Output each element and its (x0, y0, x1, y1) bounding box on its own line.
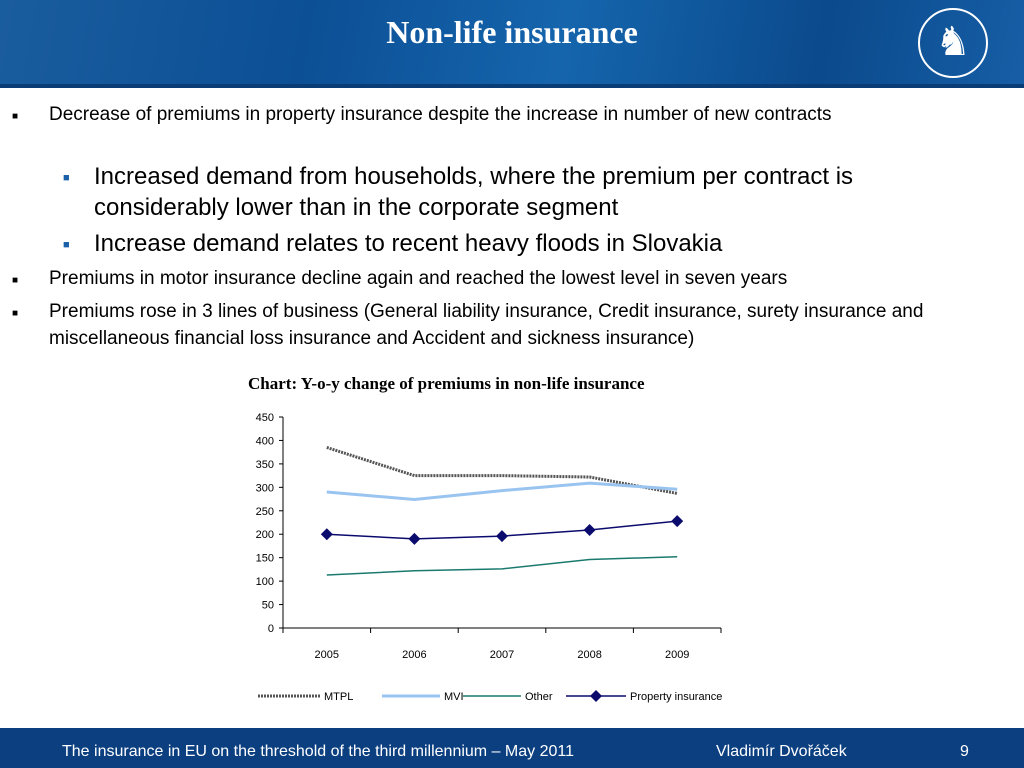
legend-label: MVI (444, 691, 464, 703)
y-tick-label: 0 (267, 623, 274, 635)
x-tick-label: 2006 (402, 649, 427, 661)
data-point-marker (408, 533, 420, 545)
series-line-mtpl (327, 447, 677, 493)
sub-bullet-2 (63, 228, 954, 259)
bullet-text: Decrease of premiums in property insurance despite the increase in number of new contracts (49, 104, 832, 125)
slide-footer (0, 728, 1024, 768)
square-bullet-icon: ■ (12, 111, 19, 122)
y-tick-label: 450 (255, 412, 274, 424)
chart-title: Chart: Y-o-y change of premiums in non-life insurance (248, 374, 645, 393)
slide-header (0, 0, 1024, 88)
x-tick-label: 2005 (314, 649, 340, 661)
header-divider (0, 84, 1024, 88)
y-tick-label: 350 (255, 458, 274, 471)
bullet-text: Premiums in motor insurance decline again and reached the lowest level in seven years (49, 268, 788, 289)
slide-title: Non-life insurance (386, 14, 638, 50)
square-bullet-icon: ■ (12, 275, 19, 286)
square-bullet-icon: ■ (12, 308, 19, 319)
y-tick-label: 400 (255, 435, 274, 448)
legend-label: Other (525, 691, 553, 703)
bullet-3 (12, 298, 949, 352)
legend-label: Property insurance (630, 691, 723, 703)
y-tick-label: 150 (255, 552, 274, 565)
footer-caption: The insurance in EU on the threshold of the third millennium – May 2011 (62, 743, 574, 760)
legend-marker (590, 690, 602, 702)
sub-bullet-1 (63, 161, 954, 223)
x-tick-label: 2007 (489, 649, 515, 661)
bullet-text: Increased demand from households, where the premium per contract is considerably lower than in the corporate segment (94, 163, 854, 221)
legend-label: MTPL (324, 691, 354, 703)
footer-author: Vladimír Dvořáček (716, 743, 847, 760)
bullet-1 (12, 101, 949, 128)
data-point-marker (584, 524, 596, 536)
series-line-mvi (327, 483, 677, 499)
series-line-property-insurance (327, 521, 677, 539)
y-tick-label: 300 (255, 482, 274, 495)
square-bullet-icon: ■ (63, 239, 70, 251)
bullet-2 (12, 265, 949, 292)
y-tick-label: 200 (255, 529, 274, 542)
x-tick-label: 2008 (577, 649, 602, 661)
y-tick-label: 50 (261, 599, 274, 612)
x-tick-label: 2009 (664, 649, 690, 661)
data-point-marker (321, 528, 333, 540)
horse-rider-logo-icon: ♞ (918, 8, 988, 78)
bullet-text: Increase demand relates to recent heavy floods in Slovakia (94, 230, 723, 257)
square-bullet-icon: ■ (63, 172, 70, 184)
series-line-other (327, 557, 677, 575)
y-tick-label: 250 (255, 505, 274, 518)
page-number: 9 (960, 743, 969, 760)
data-point-marker (496, 530, 508, 542)
y-tick-label: 100 (255, 576, 274, 589)
data-point-marker (671, 515, 683, 527)
bullet-text: Premiums rose in 3 lines of business (General liability insurance, Credit insurance, surety insurance and miscellaneous financial loss insurance and Accident and sickness insurance) (49, 301, 924, 349)
